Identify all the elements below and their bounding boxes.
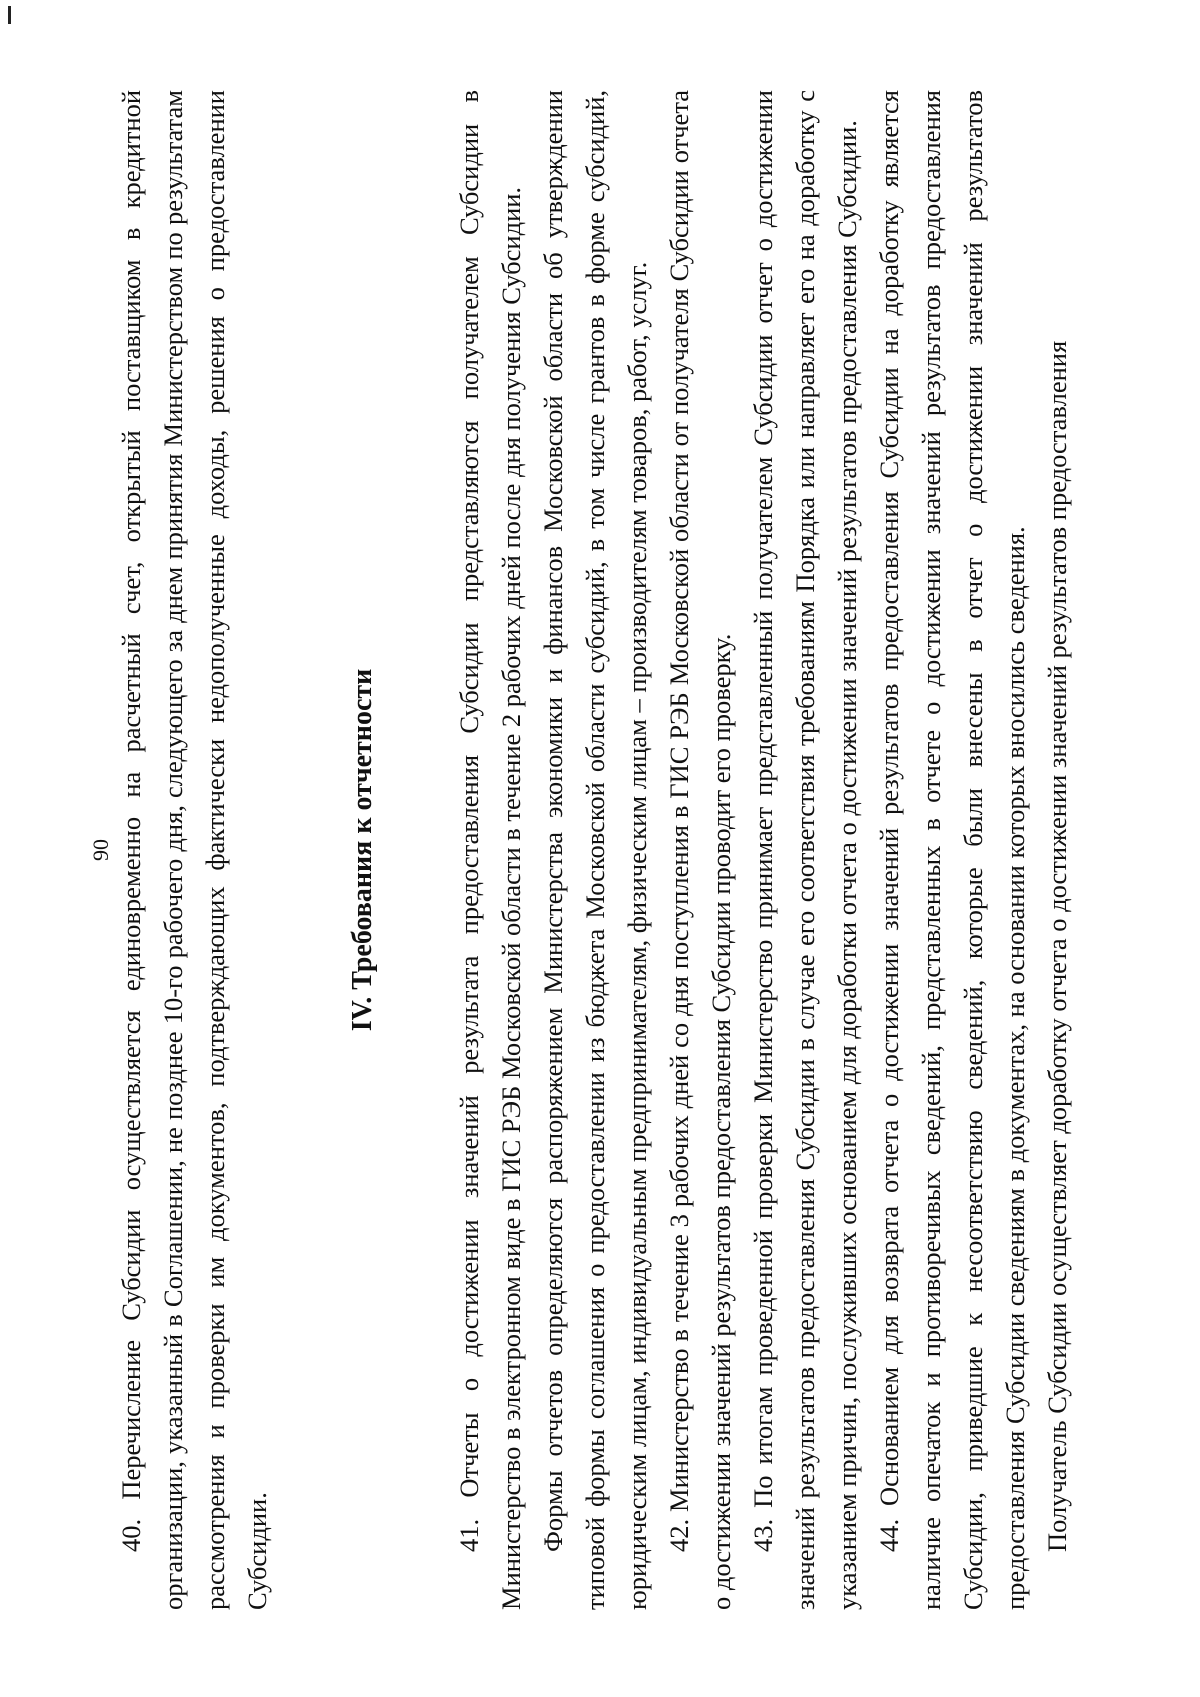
page-number: 90 [88, 839, 113, 861]
paragraph-44: 44. Основанием для возврата отчета о достижении значений результатов предоставления Субсидии на доработку является наличие опечаток и противоречивых сведений, представленных в отчете о достижении значений результатов предоставления Субсидии, приведшие к несоответствию сведений, которые были внесены в отчет о достижении значений результатов предоставления Субсидии сведениям в документах, на основании которых вносились сведения. [874, 90, 1030, 1610]
paragraph-41: 41. Отчеты о достижении значений результата предоставления Субсидии представляются получателем Субсидии в Министерство в электронном виде в ГИС РЭБ Московской области в течение 2 рабочих дней после дня получения Субсидии. [454, 90, 526, 1610]
rotated-content [70, 90, 1150, 1610]
paragraph-revision: Получатель Субсидии осуществляет доработку отчета о достижении значений результатов предоставления [1042, 340, 1072, 1552]
paragraph-43: 43. По итогам проведенной проверки Министерство принимает представленный получателем Субсидии отчет о достижении значений результатов предоставления Субсидии в случае его соответствия требованиям Порядка или направляет его на доработку с указанием причин, послуживших основанием для доработки отчета о достижении значений результатов предоставления Субсидии. [748, 90, 862, 1610]
body-text [110, 90, 1078, 1610]
section-title: IV. Требования к отчетности [347, 668, 378, 1032]
paragraph-42: 42. Министерство в течение 3 рабочих дней со дня поступления в ГИС РЭБ Московской области от получателя Субсидии отчета о достижении значений результатов предоставления Субсидии проводит его проверку. [664, 90, 736, 1610]
scan-artifact [8, 6, 11, 24]
paragraph-report-forms: Формы отчетов определяются распоряжением Министерства экономики и финансов Московской области об утверждении типовой формы соглашения о предоставлении из бюджета Московской области субсидий, в том числе грантов в форме субсидий, юридическим лицам, индивидуальным предпринимателям, физическим лицам – производителям товаров, работ, услуг. [538, 90, 652, 1610]
paragraph-40: 40. Перечисление Субсидии осуществляется единовременно на расчетный счет, открытый поставщиком в кредитной организации, указанный в Соглашении, не позднее 10-го рабочего дня, следующего за днем принятия Министерством по результатам рассмотрения и проверки им документов, подтверждающих фактически недополученные доходы, решения о предоставлении Субсидии. [116, 90, 272, 1610]
